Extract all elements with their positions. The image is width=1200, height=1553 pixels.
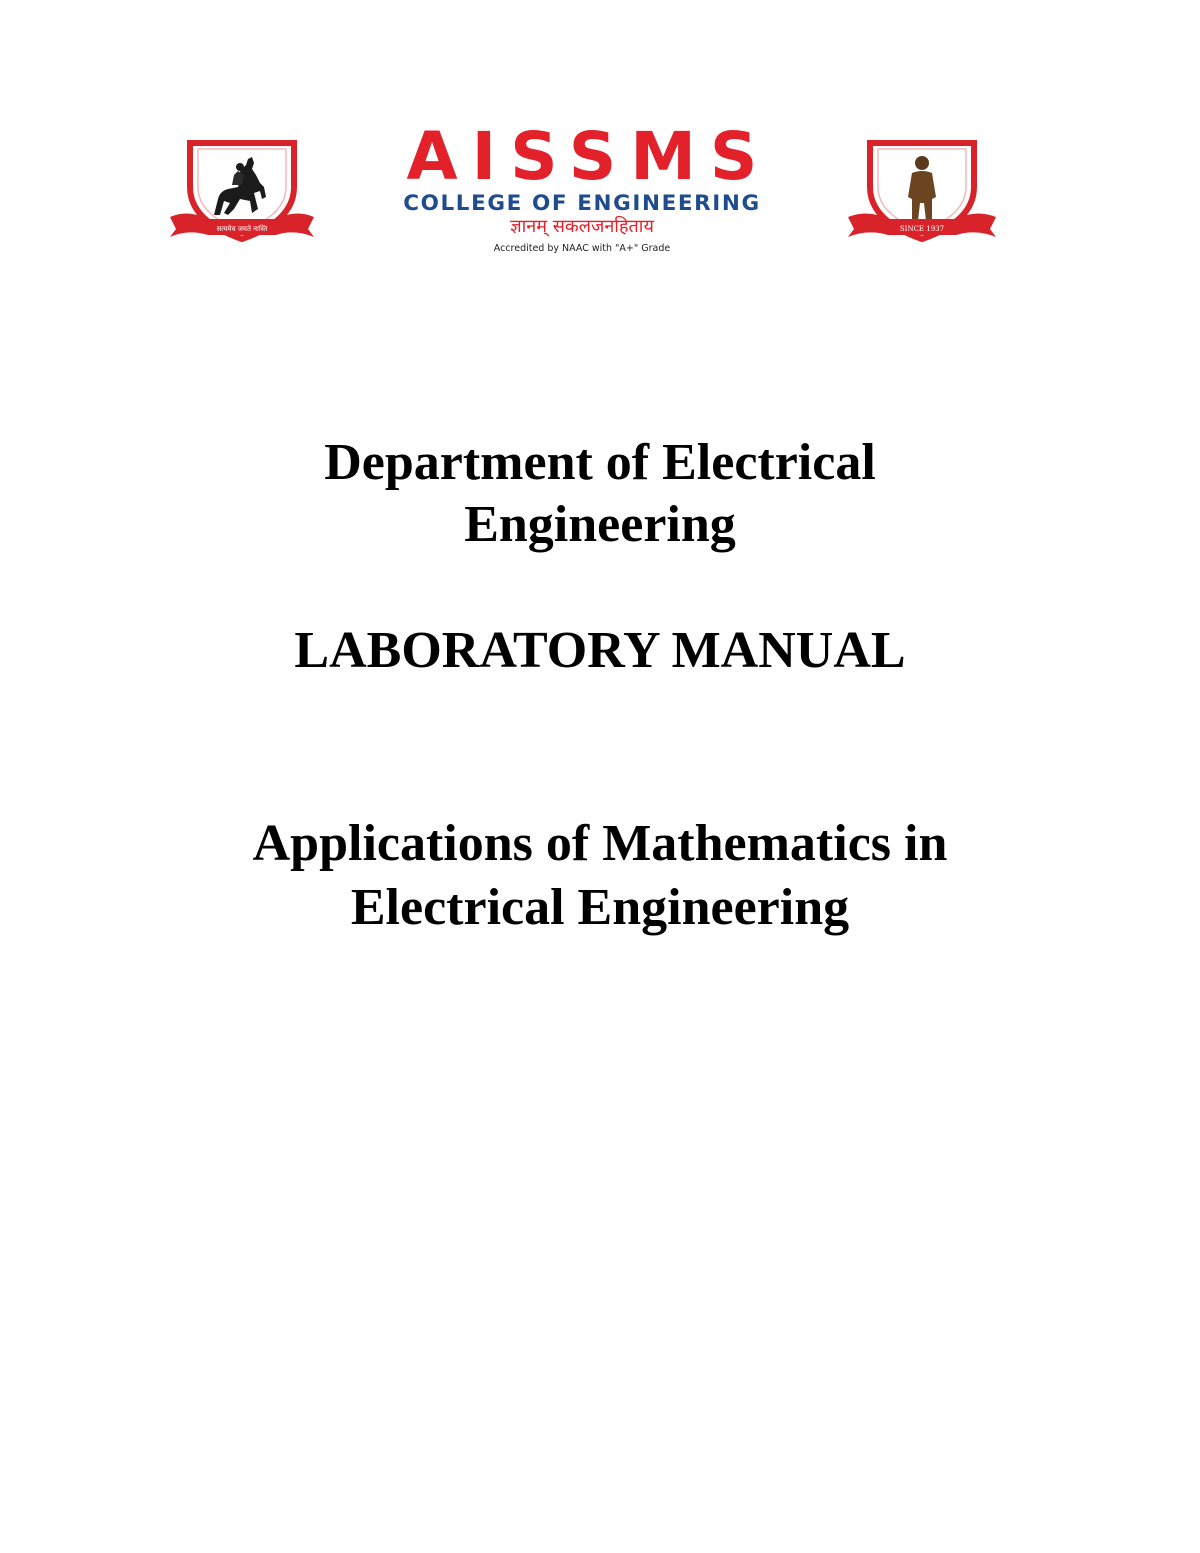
accreditation-note: Accredited by NAAC with "A+" Grade [493,243,671,254]
left-crest-ribbon-text: सत्यमेव जयते नास्ति [216,225,268,233]
college-logo [368,118,796,260]
left-crest-logo [168,135,316,245]
right-crest-logo [846,135,998,245]
institution-subtitle: COLLEGE OF ENGINEERING [403,191,761,216]
department-line-2: Engineering [464,496,736,553]
subject-line-1: Applications of Mathematics in [252,815,948,872]
manual-title: LABORATORY MANUAL [294,622,906,679]
subject-line-2: Electrical Engineering [350,879,850,936]
institution-name: AISSMS [406,118,772,195]
department-heading [0,432,1200,556]
right-crest-ribbon-text: SINCE 1937 [899,225,945,233]
institution-motto: ज्ञानम् सकलजनहिताय [510,216,654,237]
department-line-1: Department of Electrical [324,434,876,491]
subject-heading [0,812,1200,940]
college-header [0,118,1200,265]
